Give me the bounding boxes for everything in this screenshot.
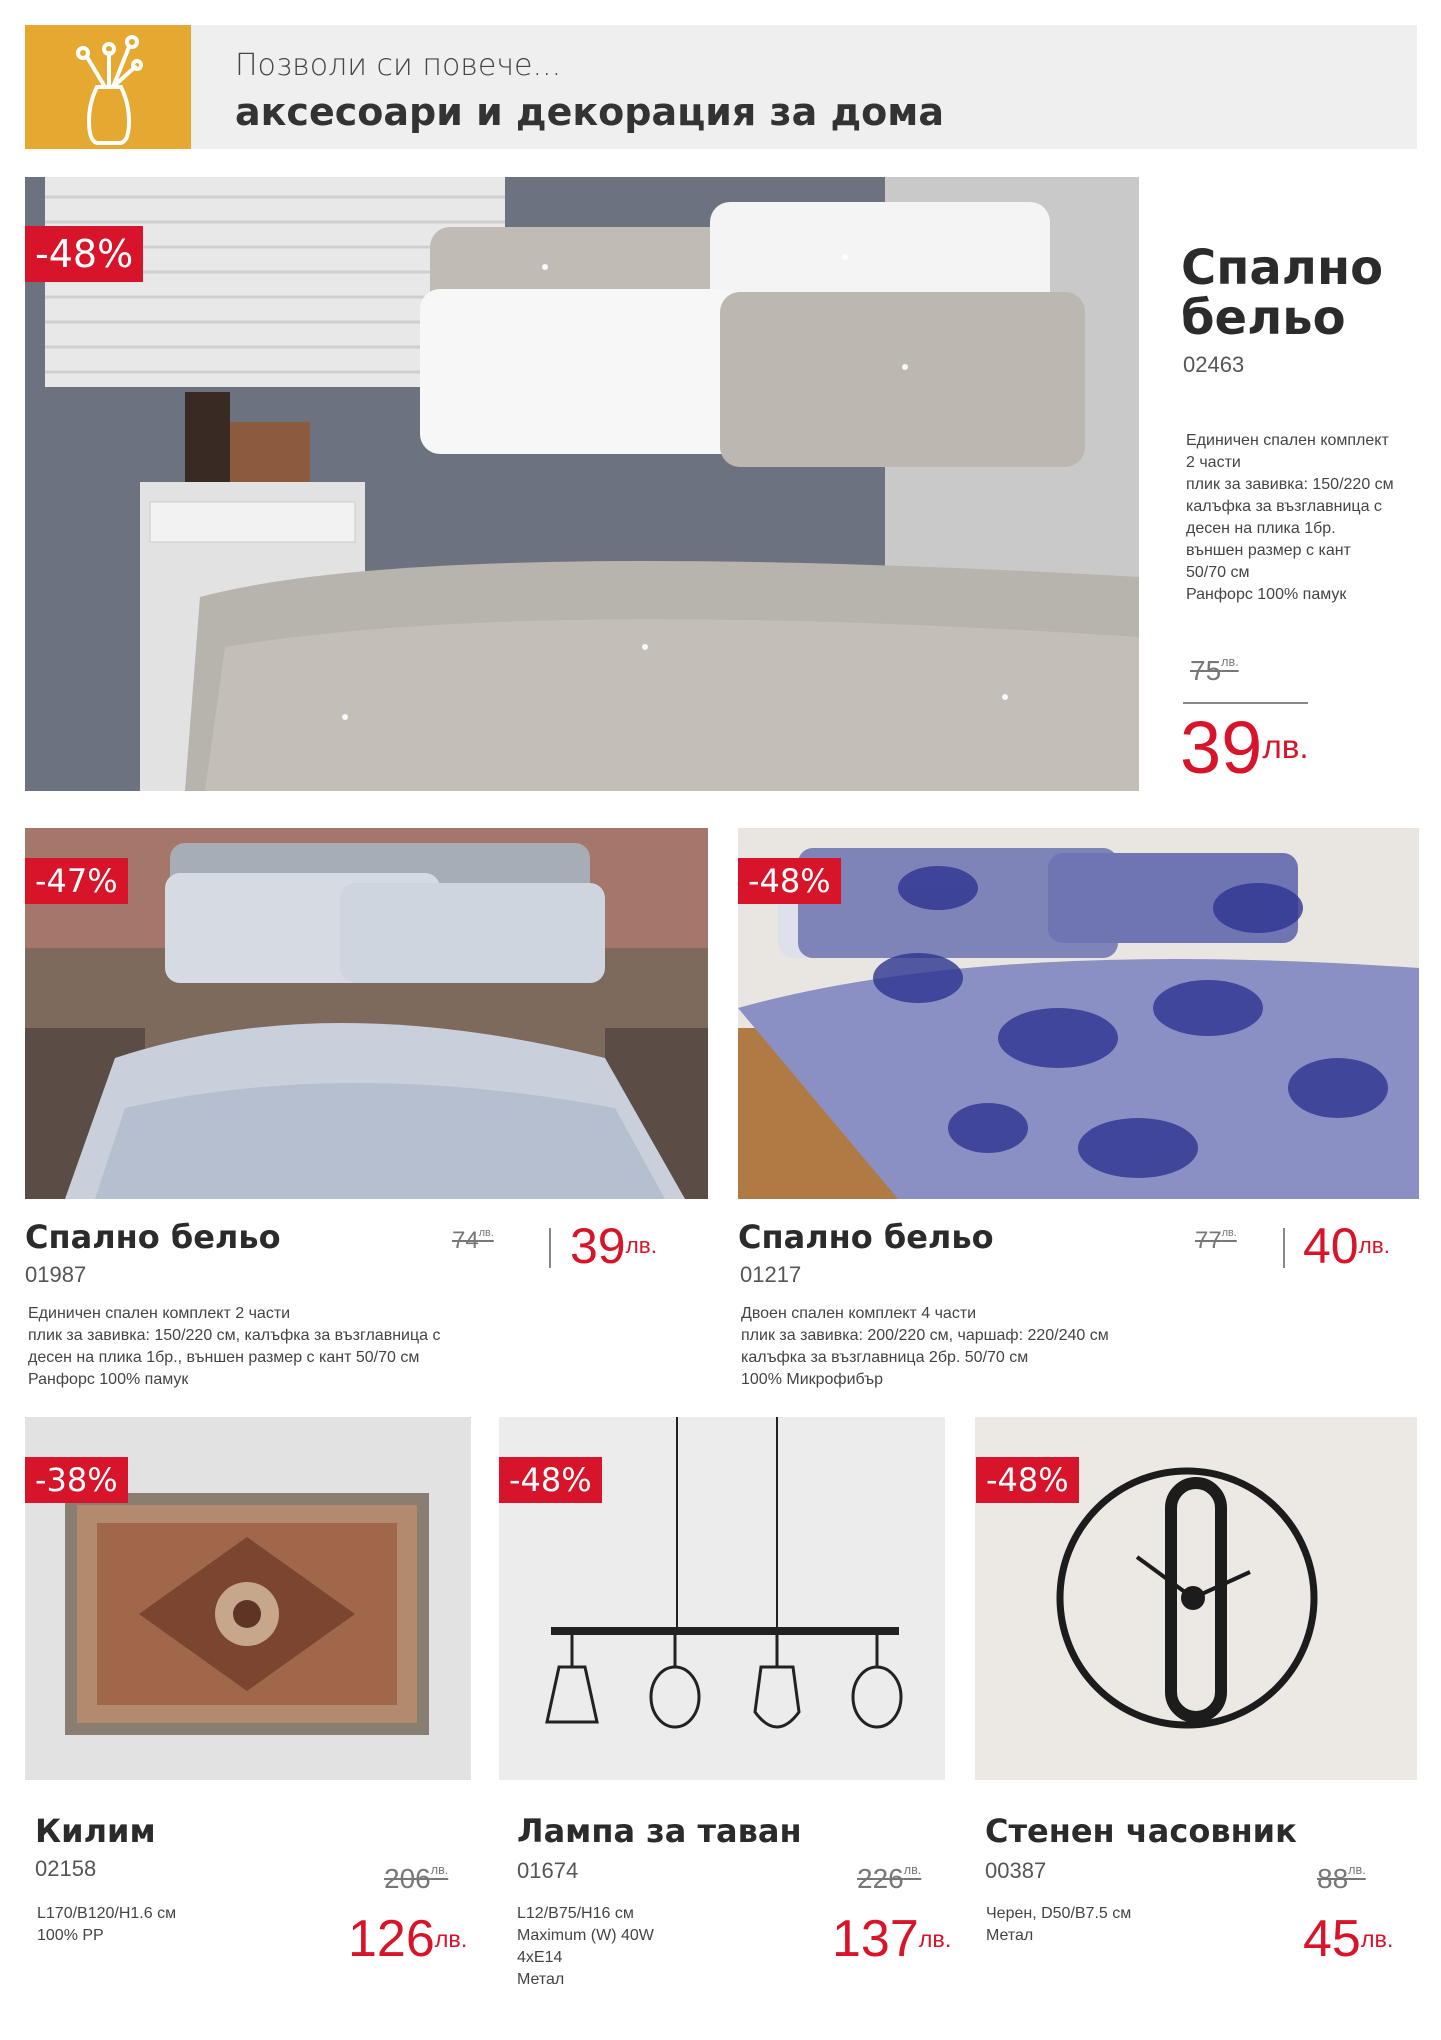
product-code: 02463	[1183, 352, 1245, 377]
product-description: Черен, D50/B7.5 см Метал	[986, 1905, 1132, 1944]
new-price-currency: лв.	[1262, 729, 1309, 766]
old-price-currency: лв.	[478, 1227, 494, 1239]
old-price-value: 226	[857, 1863, 904, 1894]
product-title: Стенен часовник	[985, 1812, 1297, 1850]
new-price-value: 40	[1303, 1218, 1359, 1274]
product-title: Спално бельо	[25, 1218, 281, 1256]
product-description: L170/B120/H1.6 см 100% PP	[37, 1905, 177, 1944]
discount-badge: -48%	[499, 1457, 602, 1503]
product-description: Единичен спален комплект 2 части плик за завивка: 150/220 см калъфка за възглавница с десен на плика 1бр. външен размер с кант 50/70 см Ранфорс 100% памук	[1186, 432, 1394, 603]
old-price-currency: лв.	[903, 1863, 922, 1877]
product-title-line2: бельо	[1181, 290, 1346, 346]
discount-badge: -48%	[976, 1457, 1079, 1503]
old-price-currency: лв.	[430, 1863, 449, 1877]
old-price-value: 206	[384, 1863, 431, 1894]
product-title: Килим	[35, 1812, 156, 1850]
price-divider	[549, 1228, 551, 1268]
product-title: Лампа за таван	[517, 1812, 802, 1850]
new-price	[570, 1218, 657, 1274]
old-price-value: 77	[1195, 1227, 1222, 1254]
new-price-currency: лв.	[918, 1926, 952, 1952]
old-price	[384, 1863, 448, 1895]
product-description: L12/B75/H16 см Maximum (W) 40W 4xE14 Метал	[517, 1905, 654, 1988]
old-price-value: 88	[1317, 1863, 1349, 1894]
new-price-currency: лв.	[1358, 1233, 1390, 1258]
header-subtitle: Позволи си повече...	[235, 48, 562, 83]
discount-badge: -38%	[25, 1457, 128, 1503]
old-price	[1317, 1863, 1366, 1895]
new-price-value: 39	[570, 1218, 626, 1274]
product-image-bedding-02463[interactable]	[25, 177, 1139, 791]
discount-badge: -47%	[25, 858, 128, 904]
old-price-value: 74	[452, 1227, 479, 1254]
product-code: 01217	[740, 1262, 802, 1287]
product-code: 02158	[35, 1856, 97, 1881]
discount-badge: -48%	[738, 858, 841, 904]
old-price	[1190, 655, 1239, 687]
price-divider	[1183, 702, 1308, 704]
new-price-value: 137	[832, 1910, 919, 1968]
new-price-value: 45	[1303, 1910, 1361, 1968]
product-description: Единичен спален комплект 2 части плик за завивка: 150/220 см, калъфка за възглавница с десен на плика 1бр., външен размер с кант 50/70 см Ранфорс 100% памук	[28, 1305, 441, 1388]
old-price	[452, 1227, 494, 1255]
product-code: 01987	[25, 1262, 87, 1287]
new-price	[1303, 1218, 1390, 1274]
vase-icon	[25, 25, 191, 149]
product-title-line1: Спално	[1181, 240, 1384, 296]
product-description: Двоен спален комплект 4 части плик за завивка: 200/220 см, чаршаф: 220/240 см калъфка за възглавница 2бр. 50/70 см 100% Микрофибър	[741, 1305, 1109, 1388]
discount-badge: -48%	[25, 226, 143, 282]
new-price	[832, 1911, 951, 1967]
new-price	[1180, 708, 1309, 788]
old-price-currency: лв.	[1348, 1863, 1366, 1877]
old-price-currency: лв.	[1221, 1227, 1237, 1239]
old-price-value: 75	[1190, 655, 1222, 686]
new-price	[348, 1911, 467, 1967]
new-price-value: 126	[348, 1910, 435, 1968]
product-code: 00387	[985, 1858, 1047, 1883]
new-price-currency: лв.	[625, 1233, 657, 1258]
new-price-currency: лв.	[1360, 1926, 1394, 1952]
old-price	[857, 1863, 921, 1895]
product-title: Спално бельо	[738, 1218, 994, 1256]
category-badge	[25, 25, 191, 149]
product-code: 01674	[517, 1858, 579, 1883]
old-price	[1195, 1227, 1237, 1255]
price-divider	[1283, 1228, 1285, 1268]
new-price-currency: лв.	[434, 1926, 468, 1952]
header-title: аксесоари и декорация за дома	[235, 90, 944, 134]
new-price-value: 39	[1180, 706, 1263, 789]
new-price	[1303, 1911, 1393, 1967]
old-price-currency: лв.	[1221, 655, 1239, 669]
